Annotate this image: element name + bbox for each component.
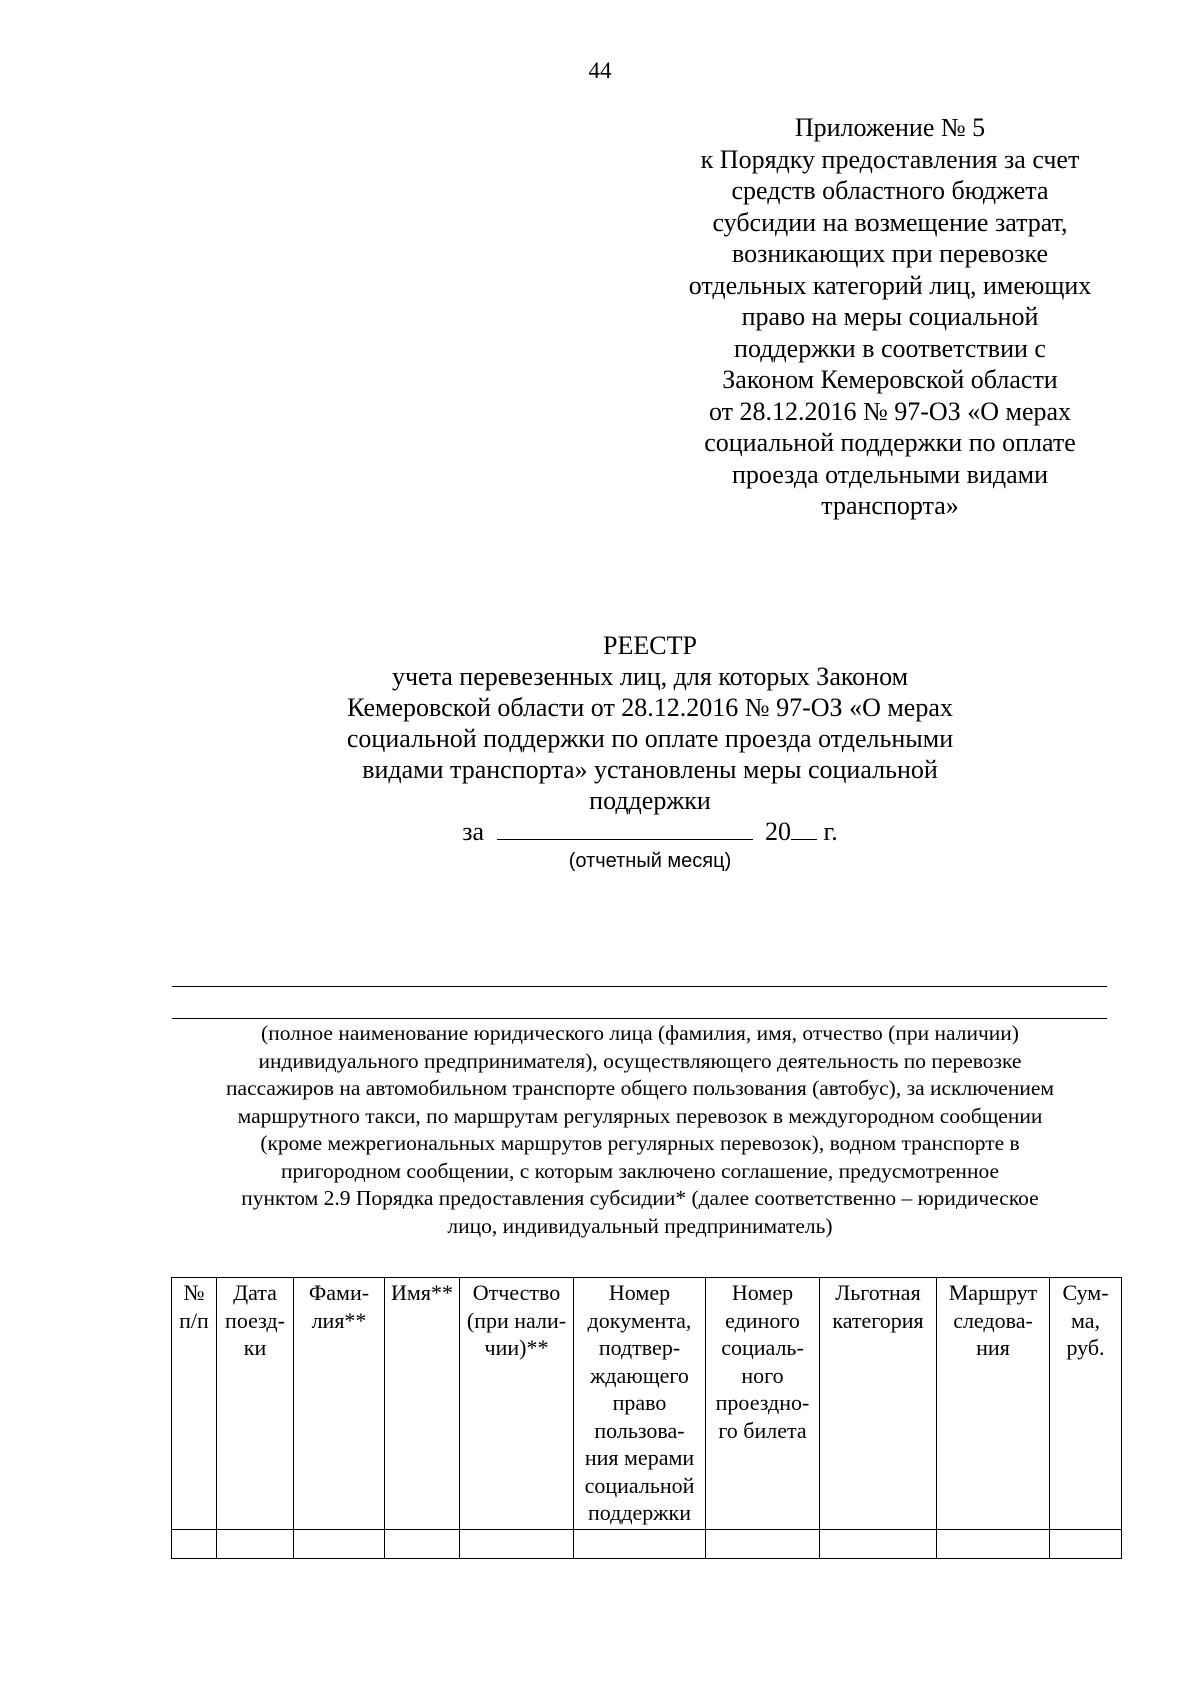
registry-table	[171, 1277, 1122, 1559]
period-year: 20	[765, 817, 792, 846]
appendix-header	[660, 112, 1120, 522]
registry-subtitle-line: Кемеровской области от 28.12.2016 № 97-ОЗ «О мерах	[347, 693, 953, 722]
appendix-line: Законом Кемеровской области	[722, 365, 1058, 394]
appendix-line: транспорта»	[821, 491, 959, 520]
appendix-line: Приложение № 5	[794, 113, 986, 142]
appendix-line: от 28.12.2016 № 97-ОЗ «О мерах	[708, 396, 1072, 426]
registry-heading	[250, 630, 1050, 873]
header-cell-document-number: Номер документа, подтвер- ждающего право пользова- ния мерами социальной поддержки	[574, 1278, 706, 1530]
entity-hint-line: маршрутного такси, по маршрутам регулярных перевозок в междугородном сообщении	[237, 1103, 1043, 1128]
entity-hint-line: (кроме межрегиональных маршрутов регулярных перевозок), водном транспорте в	[260, 1131, 1020, 1155]
entity-name-line-1[interactable]	[172, 986, 1107, 987]
header-cell-patronymic: Отчество (при нали- чии)**	[460, 1278, 574, 1530]
appendix-line: проезда отдельными видами	[731, 459, 1048, 489]
appendix-line: отдельных категорий лиц, имеющих	[688, 270, 1092, 300]
entity-hint-line: индивидуального предпринимателя), осуществляющего деятельность по перевозке	[258, 1048, 1022, 1073]
reporting-period-line	[250, 816, 1050, 847]
period-suffix: г.	[823, 817, 838, 846]
registry-title: РЕЕСТР	[603, 631, 697, 660]
appendix-line: к Порядку предоставления за счет	[700, 144, 1080, 174]
appendix-line: субсидии на возмещение затрат,	[712, 207, 1068, 237]
page-number: 44	[588, 58, 612, 83]
entity-hint-line: пригородном сообщении, с которым заключено соглашение, предусмотренное	[280, 1158, 1000, 1183]
entity-hint-line: пунктом 2.9 Порядка предоставления субсидии* (далее соответственно – юридическое	[241, 1186, 1039, 1210]
registry-subtitle-line: видами транспорта» установлены меры социальной	[362, 755, 938, 784]
month-blank-field[interactable]	[497, 817, 753, 840]
header-cell-route: Маршрут следова- ния	[937, 1278, 1050, 1530]
registry-subtitle-line: социальной поддержки по оплате проезда отдельными	[346, 724, 954, 753]
appendix-line: средств областного бюджета	[731, 176, 1049, 205]
year-blank-field[interactable]	[791, 817, 817, 840]
appendix-line: возникающих при перевозке	[731, 239, 1049, 268]
period-hint: (отчетный месяц)	[568, 850, 732, 872]
header-cell-amount: Сум- ма, руб.	[1050, 1278, 1122, 1530]
appendix-line: социальной поддержки по оплате	[704, 428, 1076, 457]
entity-hint-line: лицо, индивидуальный предприниматель)	[447, 1213, 833, 1238]
table-cell[interactable]	[217, 1529, 294, 1558]
header-cell-travel-card-number: Номер единого социаль- ного проездно- го билета	[706, 1278, 820, 1530]
table-cell[interactable]	[294, 1529, 385, 1558]
appendix-line: поддержки в соответствии с	[734, 333, 1046, 363]
header-cell-trip-date: Дата поезд- ки	[217, 1278, 294, 1530]
header-cell-number: № п/п	[172, 1278, 217, 1530]
appendix-line: право на меры социальной	[741, 302, 1039, 331]
table-cell[interactable]	[1050, 1529, 1122, 1558]
table-cell[interactable]	[820, 1529, 937, 1558]
header-cell-first-name: Имя**	[385, 1278, 460, 1530]
table-cell[interactable]	[574, 1529, 706, 1558]
period-prefix: за	[462, 817, 485, 846]
table-row	[172, 1529, 1122, 1558]
header-cell-surname: Фами- лия**	[294, 1278, 385, 1530]
registry-subtitle-line: учета перевезенных лиц, для которых Законом	[391, 662, 909, 691]
table-cell[interactable]	[460, 1529, 574, 1558]
entity-hint-line: пассажиров на автомобильном транспорте общего пользования (автобус), за исключением	[226, 1076, 1054, 1100]
table-cell[interactable]	[706, 1529, 820, 1558]
registry-subtitle-line: поддержки	[589, 786, 711, 815]
entity-hint-line: (полное наименование юридического лица (фамилия, имя, отчество (при наличии)	[261, 1021, 1019, 1045]
entity-name-hint	[160, 1020, 1120, 1240]
table-cell[interactable]	[937, 1529, 1050, 1558]
header-cell-benefit-category: Льготная категория	[820, 1278, 937, 1530]
table-header-row	[172, 1278, 1122, 1530]
entity-name-line-2[interactable]	[172, 1018, 1107, 1019]
table-cell[interactable]	[172, 1529, 217, 1558]
table-cell[interactable]	[385, 1529, 460, 1558]
